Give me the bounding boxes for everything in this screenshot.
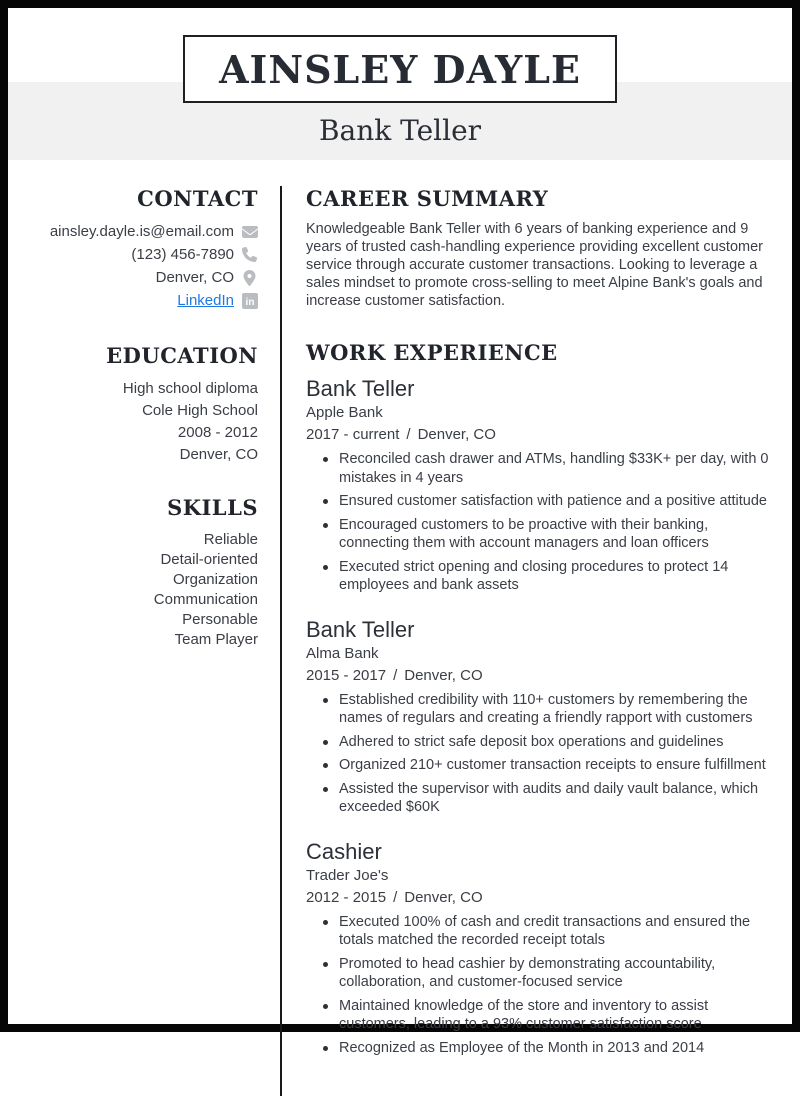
meta-separator: / — [393, 888, 398, 906]
education-section — [8, 343, 258, 466]
job-location: Denver, CO — [404, 888, 483, 906]
job-title: Bank Teller — [306, 376, 415, 401]
skill-item: Reliable — [203, 531, 258, 548]
contact-row-phone — [8, 243, 258, 266]
job-bullet: Established credibility with 110+ customers by remembering the names of regulars and creating a friendly rapport with customers — [306, 691, 776, 728]
education-degree: High school diploma — [122, 380, 258, 397]
job-bullet: Executed 100% of cash and credit transactions and ensured the totals matched the recorded receipt totals — [306, 913, 776, 950]
svg-text:in: in — [245, 296, 254, 308]
skills-list — [8, 530, 258, 650]
main-column — [306, 186, 792, 1096]
job-bullet-list — [306, 691, 776, 817]
contact-heading: CONTACT — [137, 186, 258, 211]
job-bullet-list — [306, 450, 776, 595]
meta-separator: / — [406, 426, 411, 443]
sidebar — [8, 186, 258, 1096]
job-bullet: Reconciled cash drawer and ATMs, handling $33K+ per day, with 0 mistakes in 4 years — [306, 450, 776, 487]
candidate-job-title: Bank Teller — [318, 114, 482, 147]
contact-phone: (123) 456-7890 — [131, 245, 234, 263]
education-details — [8, 378, 258, 466]
linkedin-icon — [241, 292, 258, 309]
job-location: Denver, CO — [404, 666, 483, 684]
job-bullet-list — [306, 913, 776, 1058]
skill-item: Detail-oriented — [160, 551, 258, 568]
candidate-name: AINSLEY DAYLE — [219, 46, 581, 92]
job-bullet: Promoted to head cashier by demonstrating accountability, collaboration, and customer-focused service — [306, 955, 776, 992]
job-dates: 2017 - current — [306, 426, 400, 443]
job-dates: 2015 - 2017 — [306, 666, 387, 684]
skill-item: Team Player — [174, 631, 258, 648]
job-meta — [306, 887, 776, 908]
education-heading: EDUCATION — [106, 343, 258, 368]
resume-header — [8, 8, 792, 160]
contact-location: Denver, CO — [155, 268, 234, 286]
skill-item: Communication — [153, 591, 258, 608]
skill-item: Personable — [182, 611, 258, 628]
job-entry — [306, 617, 776, 817]
email-icon — [241, 223, 258, 240]
skill-item: Organization — [172, 571, 258, 588]
resume-body — [8, 186, 792, 1096]
job-location: Denver, CO — [417, 426, 496, 443]
work-experience-heading: WORK EXPERIENCE — [306, 340, 558, 365]
job-meta — [306, 424, 776, 445]
contact-row-location — [8, 266, 258, 289]
job-bullet: Assisted the supervisor with audits and daily vault balance, which exceeded $60K — [306, 780, 776, 817]
job-meta — [306, 665, 776, 686]
job-bullet: Recognized as Employee of the Month in 2013 and 2014 — [306, 1039, 776, 1058]
contact-list — [8, 220, 258, 312]
contact-row-linkedin — [8, 289, 258, 312]
linkedin-link[interactable]: LinkedIn — [177, 291, 234, 309]
job-bullet: Adhered to strict safe deposit box operations and guidelines — [306, 733, 776, 752]
job-bullet: Encouraged customers to be proactive with their banking, connecting them with account managers and loan officers — [306, 516, 776, 553]
job-bullet: Executed strict opening and closing procedures to protect 14 employees and bank assets — [306, 558, 776, 595]
education-location: Denver, CO — [179, 446, 258, 463]
education-school: Cole High School — [142, 402, 258, 419]
job-bullet: Organized 210+ customer transaction receipts to ensure fulfillment — [306, 756, 776, 775]
skills-section — [8, 495, 258, 650]
job-entry — [306, 839, 776, 1058]
job-dates: 2012 - 2015 — [306, 888, 387, 906]
career-summary-text: Knowledgeable Bank Teller with 6 years of banking experience and 9 years of trusted cash-handling experience providing excellent customer service through accurate customer transactions. Looking to leverage a sales mindset to promote cross-selling to meet Alpine Bank's goals and increase customer satisfaction. — [306, 221, 763, 309]
job-bullet: Ensured customer satisfaction with patience and a positive attitude — [306, 492, 776, 511]
job-title: Cashier — [306, 838, 382, 864]
job-company: Alma Bank — [306, 644, 379, 662]
job-company: Trader Joe's — [306, 866, 389, 884]
education-dates: 2008 - 2012 — [177, 424, 258, 441]
contact-email: ainsley.dayle.is@email.com — [49, 222, 234, 240]
name-box — [183, 35, 617, 103]
job-entry — [306, 376, 776, 595]
phone-icon — [241, 246, 258, 263]
job-company: Apple Bank — [306, 404, 383, 421]
contact-row-email — [8, 220, 258, 243]
job-title: Bank Teller — [306, 616, 415, 642]
location-icon — [241, 269, 258, 286]
column-divider — [280, 186, 282, 1096]
career-summary-heading: CAREER SUMMARY — [306, 186, 549, 211]
meta-separator: / — [393, 666, 398, 684]
job-bullet: Maintained knowledge of the store and inventory to assist customers, leading to a 93% customer satisfaction score — [306, 997, 776, 1034]
skills-heading: SKILLS — [167, 495, 258, 520]
